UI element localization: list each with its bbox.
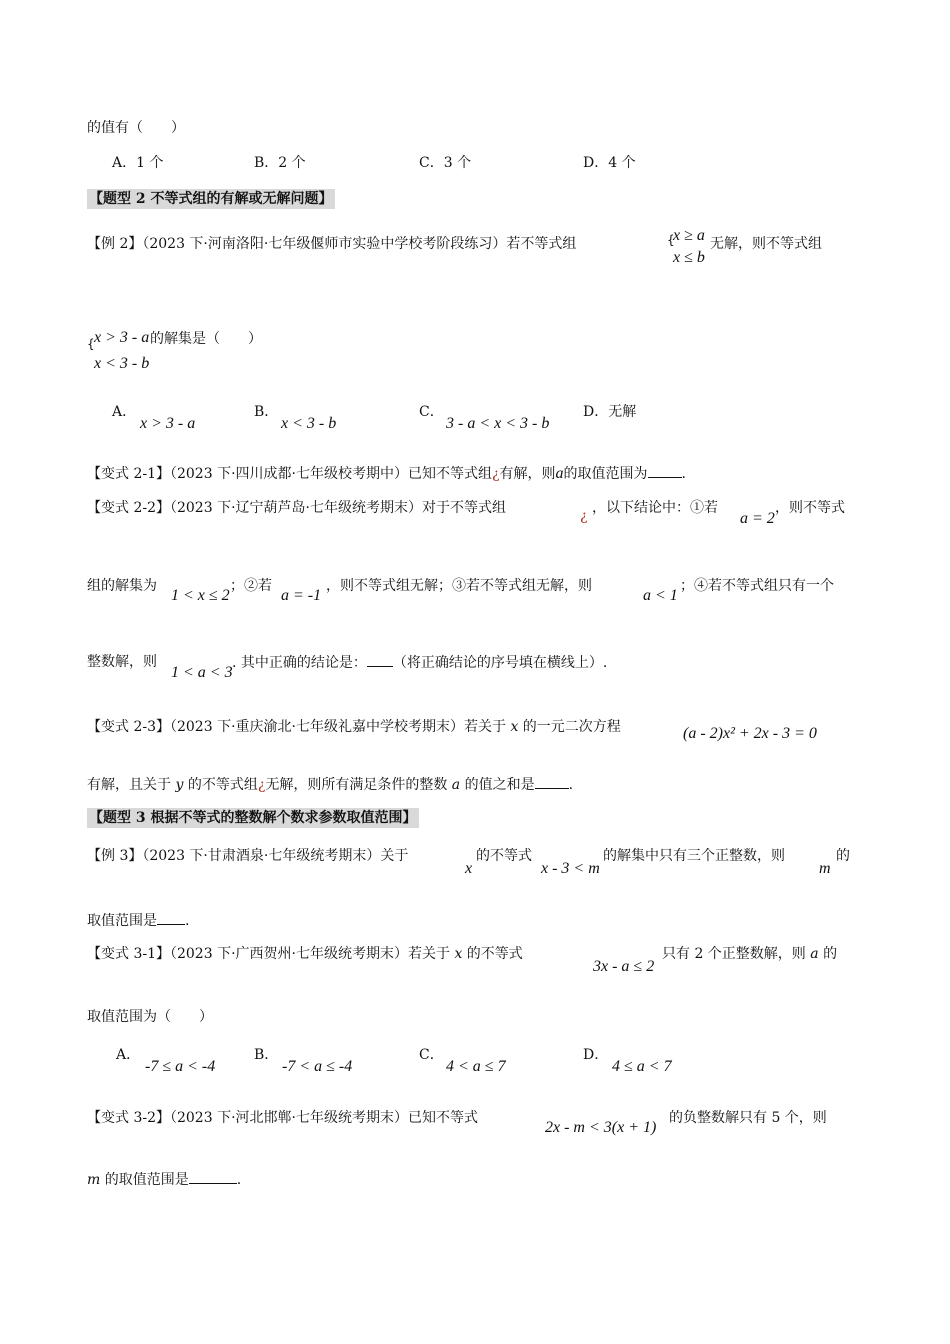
answer-blank[interactable]	[535, 774, 569, 789]
option-a: A．1 个	[112, 155, 164, 171]
answer-blank[interactable]	[367, 652, 393, 667]
example-3-line2	[87, 910, 189, 931]
variable-a: a	[555, 465, 564, 482]
brace-icon: {	[667, 233, 675, 247]
variant-3-2-prefix: 【变式 3-2】（2023 下·河北邯郸·七年级统考期末）已知不等式	[87, 1110, 478, 1126]
variant-2-2-line2-b: ；②若	[230, 578, 272, 594]
v31-option-b-label: B．	[254, 1047, 279, 1063]
variable-y: y	[175, 777, 184, 793]
variant-3-2-after: 的负整数解只有 5 个，则	[669, 1110, 827, 1126]
example-3-end: 的	[836, 848, 850, 864]
variable-x: x	[454, 946, 463, 962]
answer-blank[interactable]	[157, 910, 185, 925]
variant-3-1-mid: 的不等式	[462, 946, 523, 962]
condition-3-math: a < 1	[643, 587, 678, 604]
brace-icon: {	[87, 337, 95, 351]
system-1-line-a: x ≥ a	[673, 227, 705, 244]
v31-option-c-label: C．	[419, 1047, 444, 1063]
variant-3-1-after: 只有 2 个正整数解，则	[662, 946, 811, 962]
option-c: C．3 个	[419, 155, 472, 171]
variant-2-3-mid: 的一元二次方程	[518, 719, 621, 735]
variant-2-3-line2-a: 有解，且关于	[87, 777, 176, 793]
variable-x: x	[465, 860, 473, 877]
variant-3-1-after-line	[662, 944, 837, 964]
condition-4-math: 1 < a < 3	[171, 664, 233, 681]
variable-x: x	[510, 719, 519, 735]
example-3-after: 的解集中只有三个正整数，则	[603, 848, 785, 864]
v31-option-d-math: 4 ≤ a < 7	[612, 1058, 672, 1075]
section-heading-3: 【题型 3 根据不等式的整数解个数求参数取值范围】	[89, 810, 417, 826]
example-2-tail: 的解集是（ ）	[150, 331, 262, 347]
variant-2-3-line2-b: 的不等式组	[183, 777, 258, 793]
variable-m: m	[819, 860, 831, 877]
variant-2-2-line3-a: 整数解，则	[87, 654, 157, 670]
v31-option-c-math: 4 < a ≤ 7	[446, 1058, 506, 1075]
inequality-math: 2x - m < 3(x + 1)	[545, 1119, 657, 1136]
ex2-option-b-math: x < 3 - b	[281, 415, 337, 432]
variant-2-2-mid: ，以下结论中：①若	[592, 500, 718, 516]
example-3-prefix: 【例 3】（2023 下·甘肃酒泉·七年级统考期末）关于	[87, 848, 409, 864]
option-d: D．4 个	[583, 155, 636, 171]
ex2-option-c-label: C．	[419, 404, 444, 420]
missing-equation-mark: ¿	[257, 777, 266, 793]
variant-2-1-end: .	[681, 466, 686, 482]
quadratic-equation-math: (a - 2)x² + 2x - 3 = 0	[683, 725, 817, 742]
variant-2-3-line2-c: 无解，则所有满足条件的整数	[265, 777, 452, 793]
variant-3-2-line2	[87, 1169, 241, 1190]
missing-equation-mark: ¿	[491, 466, 500, 482]
answer-blank[interactable]	[648, 463, 682, 478]
variant-2-2-prefix: 【变式 2-2】（2023 下·辽宁葫芦岛·七年级统考期末）对于不等式组	[87, 500, 506, 516]
variant-3-2-line2-text: 的取值范围是	[100, 1172, 189, 1188]
example-2-suffix: 无解，则不等式组	[710, 236, 822, 252]
condition-2-math: a = -1	[281, 587, 322, 604]
example-3-mid: 的不等式	[476, 848, 532, 864]
ex2-option-d-label: D．无解	[583, 404, 637, 420]
variable-a: a	[451, 777, 461, 793]
example-3-dot: .	[185, 913, 190, 929]
ex2-option-b-label: B．	[254, 404, 279, 420]
intro-line: 的值有（ ）	[87, 120, 185, 136]
variant-2-3-prefix: 【变式 2-3】（2023 下·重庆渝北·七年级礼嘉中学校考期末）若关于	[87, 719, 511, 735]
variant-2-2-line2-c: ，则不等式组无解；③若不等式组无解，则	[326, 578, 592, 594]
condition-1-math: a = 2	[740, 510, 775, 527]
variant-2-2-line3-c: （将正确结论的序号填在横线上）.	[392, 655, 608, 671]
inequality-math: x - 3 < m	[541, 860, 600, 877]
v31-option-d-label: D．	[583, 1047, 609, 1063]
variant-2-3-line1	[87, 717, 621, 737]
section-heading-2: 【题型 2 不等式组的有解或无解问题】	[89, 191, 333, 207]
variant-3-2-dot: .	[236, 1172, 242, 1188]
variant-2-3-line2-d: 的值之和是	[460, 777, 535, 793]
variant-2-2-line3-b: . 其中正确的结论是：	[232, 655, 367, 671]
ex2-option-c-math: 3 - a < x < 3 - b	[446, 415, 550, 432]
example-2-prefix: 【例 2】（2023 下·河南洛阳·七年级偃师市实验中学校考阶段练习）若不等式组	[87, 236, 577, 252]
v31-option-b-math: -7 < a ≤ -4	[282, 1058, 353, 1075]
variant-3-1-end: 的	[818, 946, 838, 962]
ex2-option-a-label: A．	[112, 404, 137, 420]
solution-set-math: 1 < x ≤ 2	[171, 587, 230, 604]
variant-2-1	[87, 463, 686, 484]
v31-option-a-label: A．	[116, 1047, 141, 1063]
variant-2-1-mid: 有解，则	[499, 466, 556, 482]
variable-a: a	[810, 946, 819, 962]
system-2-line-a: x > 3 - a	[94, 329, 150, 346]
example-3-line2-text: 取值范围是	[87, 913, 157, 929]
inequality-math: 3x - a ≤ 2	[593, 958, 655, 975]
variant-2-1-prefix: 【变式 2-1】（2023 下·四川成都·七年级校考期中）已知不等式组	[87, 466, 492, 482]
variable-m: m	[87, 1172, 101, 1188]
answer-blank[interactable]	[189, 1169, 237, 1184]
ex2-option-a-math: x > 3 - a	[140, 415, 196, 432]
variant-2-3-end: .	[568, 777, 574, 793]
variant-3-1-line2: 取值范围为（ ）	[87, 1009, 213, 1025]
variant-2-2-line2-a: 组的解集为	[87, 578, 157, 594]
missing-equation-mark: ¿	[580, 508, 588, 524]
variant-2-2-line2-d: ；④若不等式组只有一个	[680, 578, 834, 594]
variant-2-2-line3	[232, 652, 607, 673]
system-1-line-b: x ≤ b	[673, 249, 705, 266]
variant-2-1-suffix: 的取值范围为	[563, 466, 648, 482]
v31-option-a-math: -7 ≤ a < -4	[145, 1058, 216, 1075]
system-2-line-b: x < 3 - b	[94, 355, 150, 372]
variant-2-3-line2	[87, 774, 573, 795]
option-b: B．2 个	[254, 155, 306, 171]
variant-3-1-line1	[87, 944, 523, 964]
variant-2-2-after1: ，则不等式	[775, 500, 845, 516]
variant-3-1-prefix: 【变式 3-1】（2023 下·广西贺州·七年级统考期末）若关于	[87, 946, 455, 962]
